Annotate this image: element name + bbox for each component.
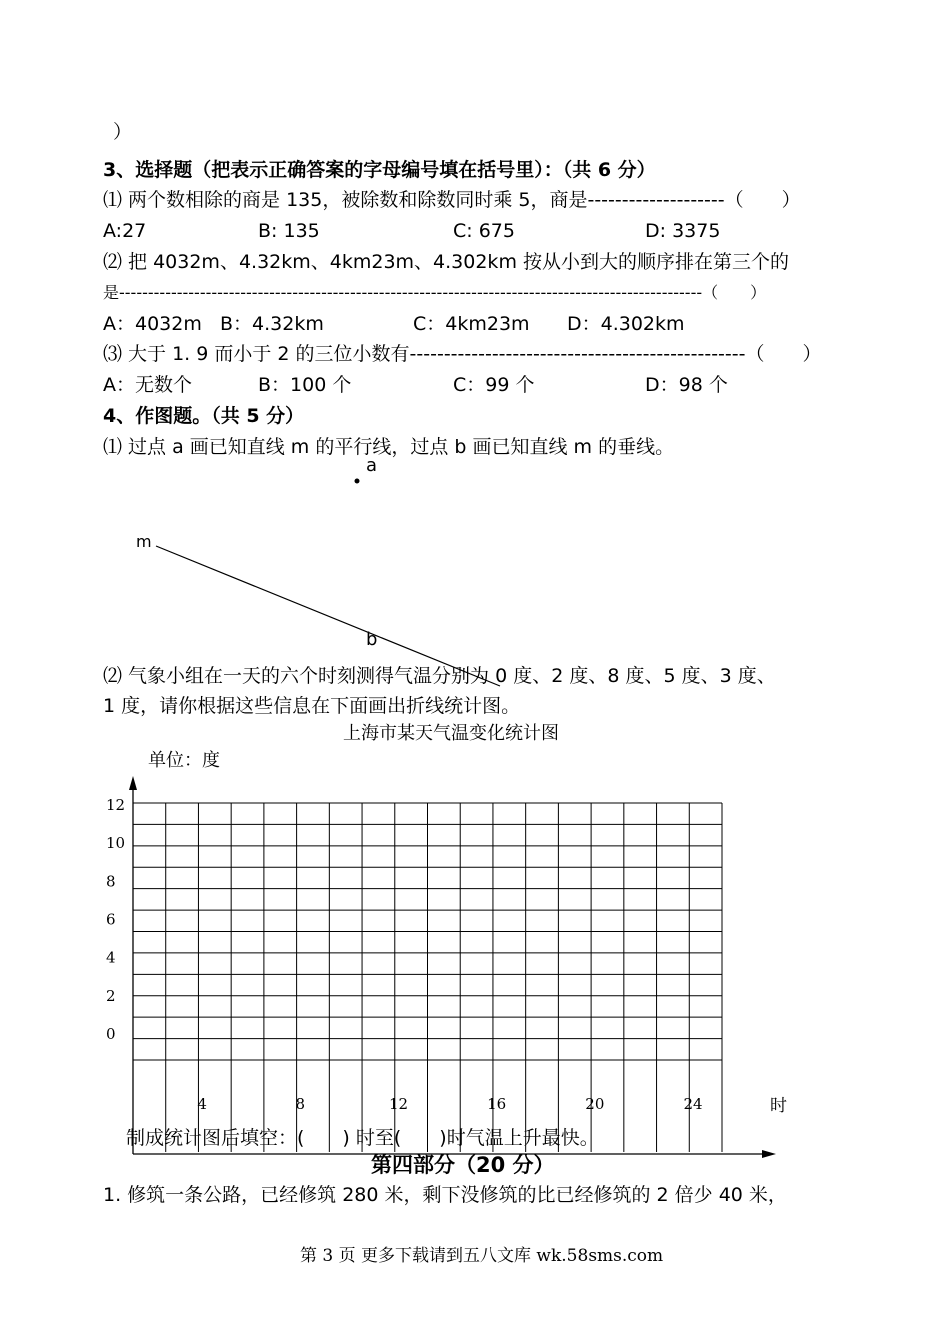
- part4-title: 第四部分（20 分）: [371, 1153, 555, 1177]
- x-tick-label: 16: [487, 1095, 507, 1113]
- q3-3-stem: ⑶ 大于 1. 9 而小于 2 的三位小数有-------------------------------------------------（ ）: [103, 343, 822, 365]
- q4-2-stem-cont: 1 度，请你根据这些信息在下面画出折线统计图。: [103, 695, 521, 717]
- q3-2-option-c: C：4km23m: [413, 313, 530, 335]
- y-tick-label: 10: [106, 834, 126, 853]
- q4-2-stem: ⑵ 气象小组在一天的六个时刻测得气温分别为 0 度、2 度、8 度、5 度、3 度、: [103, 665, 776, 687]
- q3-2-option-a: A：4032m: [103, 313, 202, 335]
- y-tick-label: 4: [106, 948, 116, 967]
- q3-3-option-a: A：无数个: [103, 374, 192, 396]
- q4-1-stem: ⑴ 过点 a 画已知直线 m 的平行线，过点 b 画已知直线 m 的垂线。: [103, 436, 675, 458]
- part4-q1: 1. 修筑一条公路，已经修筑 280 米，剩下没修筑的比已经修筑的 2 倍少 40 米，: [103, 1184, 787, 1206]
- y-tick-label: 8: [106, 872, 116, 891]
- x-tick-label: 24: [683, 1095, 703, 1113]
- y-tick-label: 0: [106, 1025, 116, 1043]
- y-axis-arrow: [129, 776, 137, 790]
- q3-1-option-c: C: 675: [453, 220, 515, 242]
- fill-blank: 制成统计图后填空：( ) 时至( )时气温上升最快。: [126, 1127, 599, 1149]
- y-tick-label: 2: [106, 986, 116, 1005]
- point-a-label: a: [366, 455, 378, 476]
- q3-2-option-d: D：4.302km: [567, 313, 685, 335]
- page-footer: 第 3 页 更多下载请到五八文库 wk.58sms.com: [300, 1246, 664, 1266]
- q3-title: 3、选择题（把表示正确答案的字母编号填在括号里）：（共 6 分）: [103, 159, 656, 181]
- q3-1-option-a: A:27: [103, 220, 147, 242]
- x-tick-label: 8: [295, 1095, 306, 1113]
- chart-xlabel: 时: [770, 1096, 787, 1116]
- x-axis-arrow: [762, 1150, 776, 1158]
- q3-2-stem: ⑵ 把 4032m、4.32km、4km23m、4.302km 按从小到大的顺序排在第三个的: [103, 251, 789, 273]
- x-tick-label: 4: [197, 1095, 207, 1113]
- line-m-label: m: [136, 532, 152, 551]
- q3-1-option-b: B: 135: [258, 220, 320, 242]
- q3-1-stem: ⑴ 两个数相除的商是 135，被除数和除数同时乘 5，商是--------------------（ ）: [103, 189, 801, 211]
- chart-title: 上海市某天气温变化统计图: [343, 723, 559, 744]
- chart-ylabel: 单位：度: [148, 750, 220, 771]
- q3-2-option-b: B：4.32km: [220, 313, 324, 335]
- q4-title: 4、作图题。（共 5 分）: [103, 405, 305, 427]
- x-tick-label: 20: [585, 1095, 605, 1113]
- y-tick-label: 12: [106, 796, 126, 814]
- point-b-label: b: [366, 629, 378, 650]
- q3-1-option-d: D: 3375: [645, 220, 721, 242]
- q3-3-option-d: D：98 个: [645, 374, 728, 396]
- x-tick-label: 12: [388, 1095, 409, 1113]
- y-tick-label: 6: [106, 910, 116, 929]
- paren-close: ）: [113, 121, 133, 143]
- q3-3-option-c: C：99 个: [453, 374, 535, 396]
- q3-2-stem-cont: 是-----------------------------------------------------------------------------------------------------（ ）: [103, 283, 767, 302]
- q3-3-option-b: B：100 个: [258, 374, 352, 396]
